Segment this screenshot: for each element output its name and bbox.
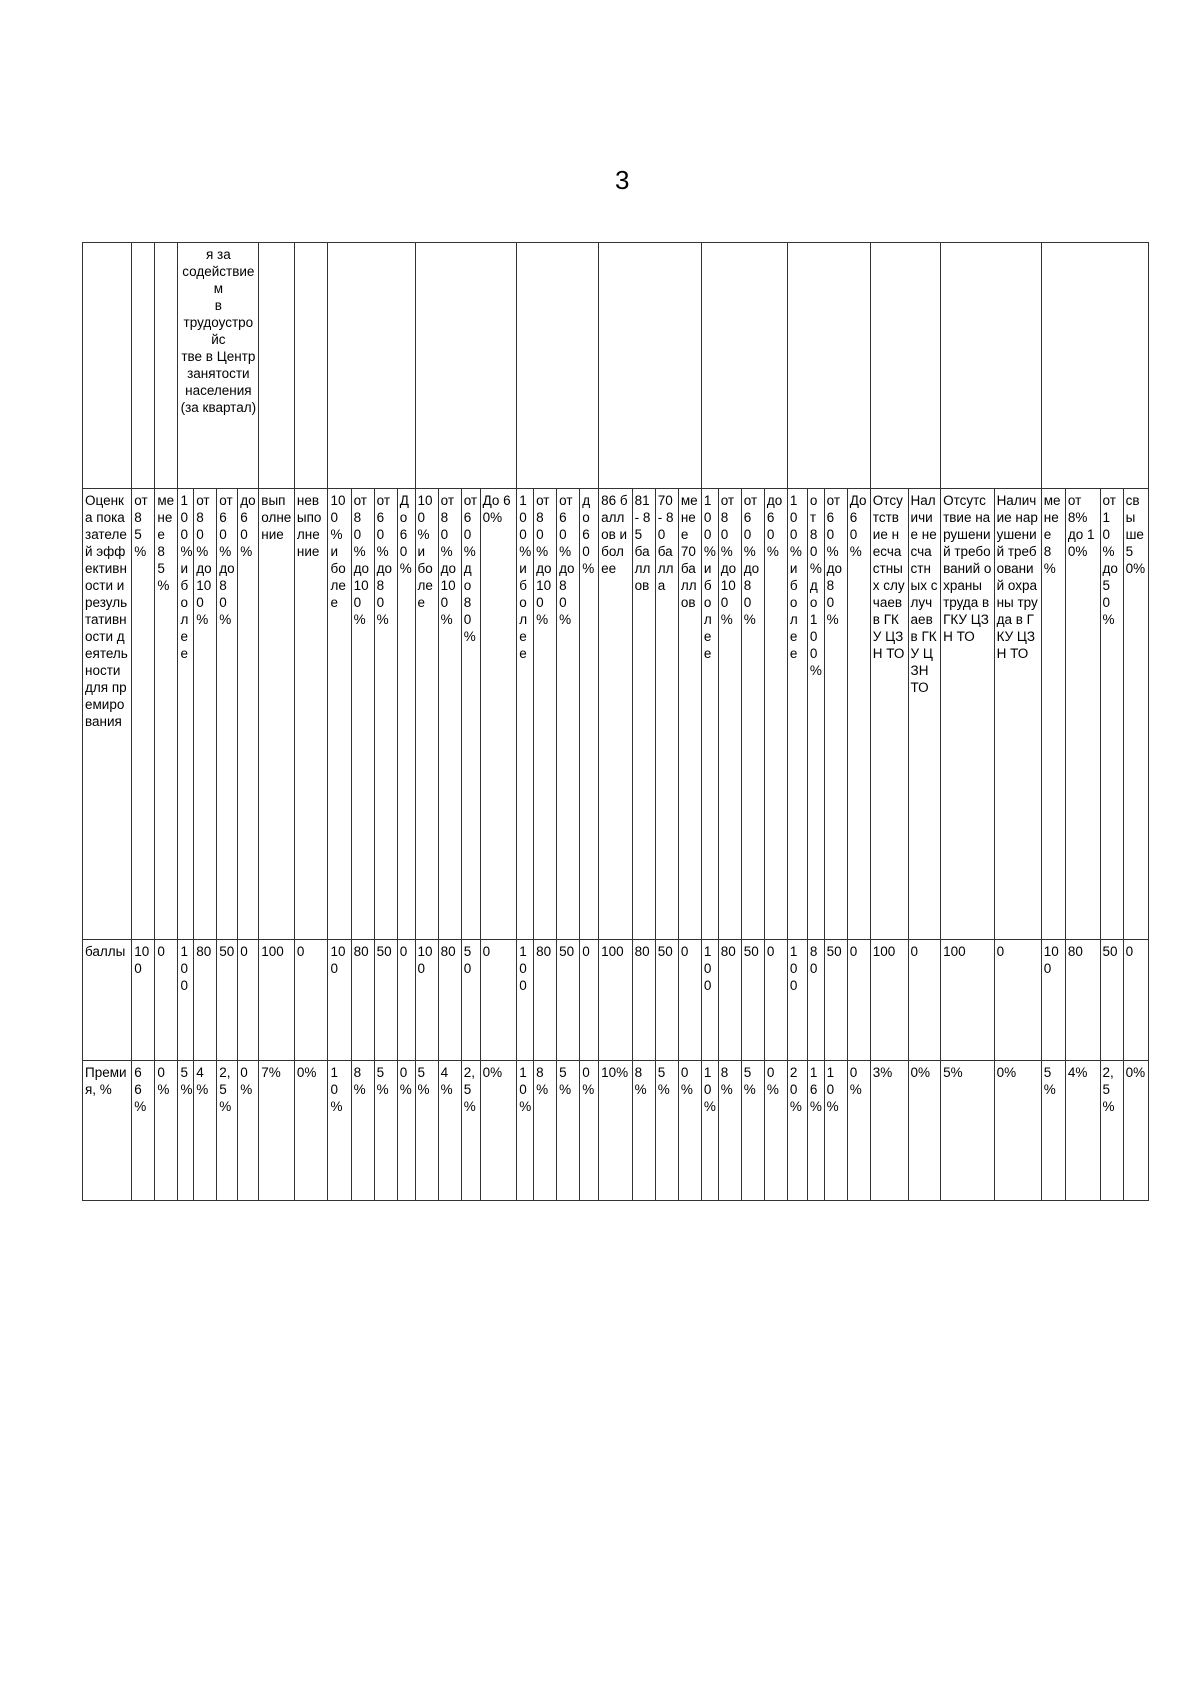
criterion-cell: от 60% до 80% [217,489,238,940]
points-cell: 80 [194,940,217,1061]
criterion-cell: от 60% до 80% [824,489,847,940]
criterion-cell: от 80% до 100% [438,489,461,940]
points-cell: 100 [132,940,155,1061]
header-group-cell [132,243,155,489]
points-cell: 50 [741,940,764,1061]
criterion-cell: до 60% [238,489,259,940]
points-cell: 50 [217,940,238,1061]
bonus-cell: 0% [480,1061,517,1201]
points-cell: 0 [294,940,328,1061]
bonus-criteria-table [82,242,1149,1179]
table-row-bonus [83,1061,1149,1201]
points-cell: 50 [824,940,847,1061]
criterion-cell: 100% и более [328,489,351,940]
row-label-points: баллы [83,940,132,1061]
criterion-cell: невыполнение [294,489,328,940]
bonus-cell: 7% [259,1061,295,1201]
criterion-cell: Наличие нарушений требований охраны труда в ГКУ ЦЗН ТО [994,489,1041,940]
bonus-cell: 8% [718,1061,741,1201]
bonus-cell: 0% [678,1061,701,1201]
criterion-cell: менее 70 баллов [678,489,701,940]
points-cell: 50 [461,940,480,1061]
criterion-cell: 81 - 85 баллов [632,489,655,940]
header-caption-line: в [214,298,222,313]
points-cell: 50 [557,940,580,1061]
bonus-cell: 5% [557,1061,580,1201]
header-group-cell [787,243,870,489]
bonus-cell: 0% [847,1061,870,1201]
points-cell: 0 [580,940,599,1061]
bonus-cell: 0% [155,1061,178,1201]
points-cell: 0 [238,940,259,1061]
bonus-cell: 8% [534,1061,557,1201]
points-cell: 80 [632,940,655,1061]
bonus-cell: 66% [132,1061,155,1201]
criterion-cell: До 60% [480,489,517,940]
criterion-cell: от 10% до 50% [1100,489,1123,940]
header-group-cell [328,243,415,489]
points-cell: 100 [415,940,438,1061]
points-cell: 0 [480,940,517,1061]
criterion-cell: 70 - 80 балла [655,489,678,940]
criterion-cell: 86 баллов и более [599,489,633,940]
criterion-cell: от 80% до 100% [194,489,217,940]
criterion-cell: от 85% [132,489,155,940]
bonus-cell: 0% [294,1061,328,1201]
bonus-cell: 2,5% [1100,1061,1123,1201]
bonus-cell: 5% [655,1061,678,1201]
table-row-criteria [83,489,1149,940]
bonus-cell: 5% [941,1061,995,1201]
bonus-cell: 10% [328,1061,351,1201]
criterion-cell: Отсутствие нарушений требований охраны труда в ГКУ ЦЗН ТО [941,489,995,940]
points-cell: 0 [847,940,870,1061]
points-cell: 50 [655,940,678,1061]
bonus-cell: 0% [994,1061,1041,1201]
page-number: 3 [615,165,630,195]
criterion-cell: 100% и более [787,489,807,940]
points-cell: 100 [1041,940,1065,1061]
criterion-cell: 100% и более [701,489,718,940]
points-cell: 0 [764,940,787,1061]
points-cell: 80 [1065,940,1100,1061]
criterion-cell: менее 85% [155,489,178,940]
table-header-row [83,243,1149,489]
header-group-cell [259,243,295,489]
points-cell: 100 [259,940,295,1061]
criterion-cell: Отсутствие несчастных случаев в ГКУ ЦЗН ТО [870,489,908,940]
row-label-bonus: Премия, % [83,1061,132,1201]
points-cell: 100 [941,940,995,1061]
points-cell: 80 [718,940,741,1061]
header-group-cell [599,243,702,489]
bonus-cell: 8% [351,1061,374,1201]
header-caption-line: я за [205,247,231,262]
criterion-cell: от 80% до 100% [534,489,557,940]
bonus-cell: 10% [599,1061,633,1201]
header-caption-line: трудоустройс [183,315,254,347]
criterion-cell: свыше 50% [1123,489,1148,940]
criterion-cell: от 8% до 10% [1065,489,1100,940]
header-caption-cell [178,243,259,489]
bonus-cell: 3% [870,1061,908,1201]
points-cell: 80 [807,940,824,1061]
criterion-cell: от 60% до 80% [557,489,580,940]
header-group-cell [701,243,787,489]
points-cell: 100 [599,940,633,1061]
bonus-cell: 4% [1065,1061,1100,1201]
header-caption-line: содействием [182,264,255,296]
header-caption-line: (за квартал) [180,400,257,415]
criterion-cell: До 60% [847,489,870,940]
points-cell: 80 [534,940,557,1061]
bonus-cell: 10% [517,1061,534,1201]
criterion-cell: от 60% до 80% [374,489,397,940]
points-cell: 100 [870,940,908,1061]
header-group-cell [155,243,178,489]
header-group-cell [941,243,1042,489]
points-cell: 100 [178,940,194,1061]
header-caption-line: населения [185,383,252,398]
criterion-cell: выполнение [259,489,295,940]
header-caption-line: тве в Центр [181,349,256,364]
header-corner-cell [83,243,132,489]
criterion-cell: менее 8% [1041,489,1065,940]
bonus-cell: 8% [632,1061,655,1201]
criterion-cell: от 80% до 100% [351,489,374,940]
bonus-cell: 4% [438,1061,461,1201]
bonus-cell: 20% [787,1061,807,1201]
points-cell: 100 [517,940,534,1061]
header-group-cell [870,243,940,489]
bonus-cell: 0% [908,1061,941,1201]
header-group-cell [415,243,517,489]
points-cell: 0 [155,940,178,1061]
bonus-cell: 0% [397,1061,415,1201]
header-group-cell [294,243,328,489]
bonus-cell: 4% [194,1061,217,1201]
points-cell: 0 [397,940,415,1061]
bonus-cell: 5% [178,1061,194,1201]
bonus-cell: 16% [807,1061,824,1201]
bonus-cell: 0% [580,1061,599,1201]
table-row-points [83,940,1149,1061]
criterion-cell: от 60% до 80% [741,489,764,940]
bonus-cell: 2,5% [461,1061,480,1201]
criterion-cell: от 80% до 100% [718,489,741,940]
points-cell: 0 [994,940,1041,1061]
bonus-cell: 0% [238,1061,259,1201]
header-group-cell [517,243,599,489]
criterion-cell: До 60% [397,489,415,940]
bonus-cell: 0% [764,1061,787,1201]
points-cell: 100 [701,940,718,1061]
bonus-cell: 5% [1041,1061,1065,1201]
bonus-cell: 5% [741,1061,764,1201]
points-cell: 100 [787,940,807,1061]
points-cell: 0 [908,940,941,1061]
header-caption-line: занятости [187,366,250,381]
header-group-cell [1041,243,1148,489]
criterion-cell: 100% и более [517,489,534,940]
points-cell: 100 [328,940,351,1061]
criterion-cell: от 80% до 100% [807,489,824,940]
bonus-cell: 5% [415,1061,438,1201]
bonus-cell: 0% [1123,1061,1148,1201]
row-label-criteria: Оценка показателей эффективности и результативности деятельности для премирования [83,489,132,940]
points-cell: 0 [1123,940,1148,1061]
bonus-cell: 10% [824,1061,847,1201]
points-cell: 0 [678,940,701,1061]
criterion-cell: от 60% до 80% [461,489,480,940]
criterion-cell: 100% и более [178,489,194,940]
points-cell: 50 [1100,940,1123,1061]
criterion-cell: до 60% [580,489,599,940]
bonus-cell: 10% [701,1061,718,1201]
bonus-cell: 5% [374,1061,397,1201]
points-cell: 50 [374,940,397,1061]
points-cell: 80 [438,940,461,1061]
criterion-cell: Наличие несчастных случаев в ГКУ ЦЗН ТО [908,489,941,940]
points-cell: 80 [351,940,374,1061]
criterion-cell: до 60% [764,489,787,940]
bonus-cell: 2,5% [217,1061,238,1201]
criterion-cell: 100% и более [415,489,438,940]
